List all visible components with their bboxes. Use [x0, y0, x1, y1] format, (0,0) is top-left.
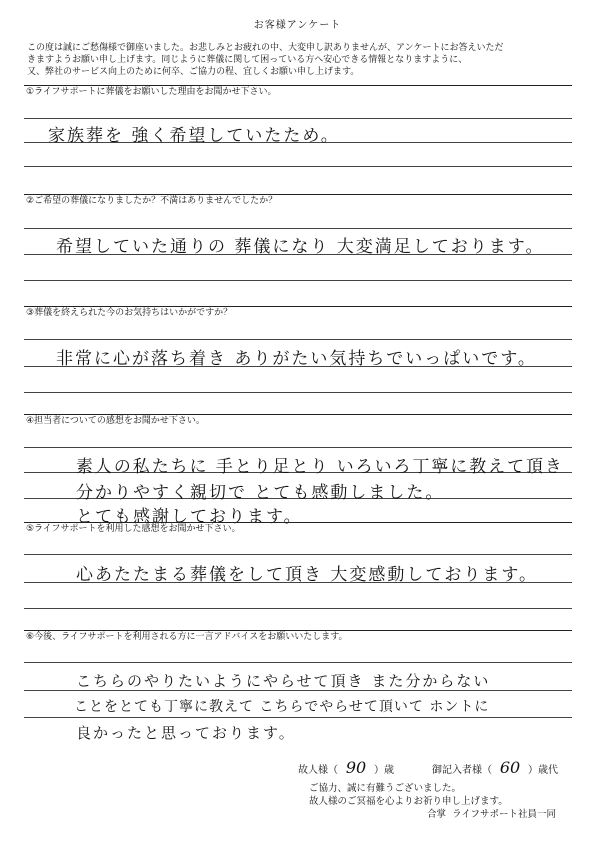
handwritten-answer: 良かったと思っております。 [76, 724, 296, 742]
handwritten-answer: 素人の私たちに 手とり足とり いろいろ丁寧に教えて頂き [76, 457, 564, 477]
handwritten-answer: 分かりやすく親切で とても感動しました。 [76, 483, 445, 503]
intro-line: 又、弊社のサービス向上のために何卒、ご協力の程、宜しくお願い申し上げます。 [27, 67, 360, 77]
page-title: お客様アンケート [253, 20, 342, 31]
writer-age-label: 御記入者様（ [432, 765, 492, 776]
thanks-line-1: ご協力、誠に有難うございました。 [309, 783, 462, 794]
question-label: ②ご希望の葬儀になりましたか？不満はありませんでしたか？ [24, 194, 572, 207]
deceased-age-value: 90 [345, 758, 367, 777]
question-section-5 [24, 522, 572, 622]
deceased-age-unit: ）歳 [374, 765, 394, 776]
handwritten-answer: 家族葬を 強く希望していたため。 [48, 126, 340, 146]
question-section-2 [24, 194, 572, 298]
intro-line: この度は誠にご愁傷様で御座いました。お悲しみとお疲れの中、大変申し訳ありませんが、アンケートにお答えいただ [27, 43, 504, 53]
deceased-age-field [298, 758, 394, 777]
handwritten-answer: ことをとても丁寧に教えて こちらでやらせて頂いて ホントに [74, 699, 490, 715]
question-section-6 [24, 630, 572, 742]
question-section-1 [24, 85, 572, 185]
writer-age-unit: ）歳代 [528, 765, 558, 776]
handwritten-answer: こちらのやりたいようにやらせて頂き また分からない [76, 672, 491, 690]
question-label: ①ライフサポートに葬儀をお願いした理由をお聞かせ下さい。 [24, 85, 572, 98]
question-section-4 [24, 414, 572, 527]
sign-company: ライフサポート社員一同 [452, 809, 556, 820]
handwritten-answer: 希望していた通りの 葬儀になり 大変満足しております。 [56, 237, 545, 257]
intro-text [27, 42, 572, 78]
thanks-line-2: 故人様のご冥福を心よりお祈り申し上げます。 [309, 796, 508, 807]
sign-prefix: 合掌 [427, 809, 447, 820]
question-label: ③葬儀を終えられた今のお気持ちはいかがですか？ [24, 306, 572, 319]
question-label: ⑤ライフサポートを利用した感想をお聞かせ下さい。 [24, 522, 572, 535]
deceased-age-label: 故人様（ [298, 765, 338, 776]
question-label: ④担当者についての感想をお聞かせ下さい。 [24, 414, 572, 427]
writer-age-field [432, 758, 558, 777]
writer-age-value: 60 [499, 758, 521, 777]
handwritten-answer: 心あたたまる葬儀をして頂き 大変感動しております。 [76, 565, 539, 585]
handwritten-answer: とても感謝しております。 [76, 507, 303, 527]
question-section-3 [24, 306, 572, 406]
handwritten-answer: 非常に心が落ち着き ありがたい気持ちでいっぱいです。 [56, 349, 537, 369]
question-label: ⑥今後、ライフサポートを利用される方に一言アドバイスをお願いいたします。 [24, 630, 572, 643]
signature-line [427, 806, 556, 820]
intro-line: きますようお願い申し上げます。同じように葬儀に関して困っている方へ安心できる情報となりますように、 [27, 55, 468, 65]
